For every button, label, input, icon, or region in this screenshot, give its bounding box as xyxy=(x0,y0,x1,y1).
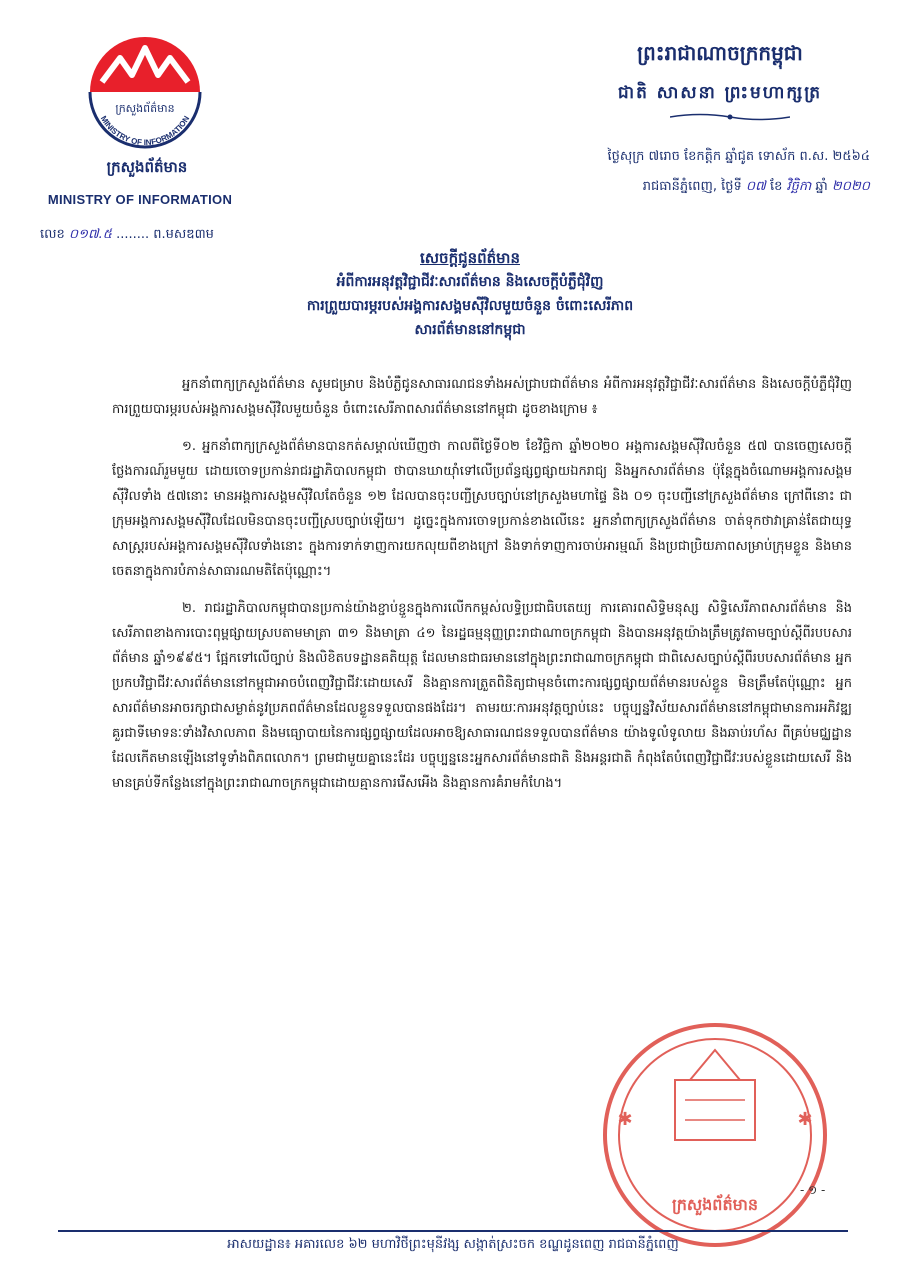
svg-text:✱: ✱ xyxy=(797,1109,813,1130)
stamp-text: ក្រសួងព័ត៌មាន xyxy=(671,1195,759,1214)
date-month-label: ខែ xyxy=(769,179,783,194)
official-stamp-icon xyxy=(590,1010,840,1260)
ministry-logo-icon xyxy=(80,30,210,150)
national-motto: ជាតិ សាសនា ព្រះមហាក្សត្រ xyxy=(617,83,823,103)
ministry-name-kh: ក្រសួងព័ត៌មាន xyxy=(106,158,188,176)
footer-divider xyxy=(58,1230,848,1232)
title-line-3: ការព្រួយបារម្ភរបស់អង្គការសង្គមស៊ីវិលមួយចំនួន ចំពោះសេរីភាព xyxy=(306,298,634,314)
title-line-1: សេចក្ដីជូនព័ត៌មាន xyxy=(420,249,520,267)
logo-text-en: MINISTRY OF INFORMATION xyxy=(98,114,192,148)
ref-suffix: ព.មសឌ៣ម xyxy=(153,227,214,242)
footer-address: អាសយដ្ឋាន៖ អគារលេខ ៦២ មហាវិថីព្រះមុនីវង្ស សង្កាត់ស្រះចក ខណ្ឌដូនពេញ រាជធានីភ្នំពេញ xyxy=(227,1237,679,1252)
place-date xyxy=(470,178,870,197)
paragraph-2: ២. រាជរដ្ឋាភិបាលកម្ពុជាបានប្រកាន់យ៉ាងខ្ជាប់ខ្ជួនក្នុងការលើកកម្ពស់លទ្ធិប្រជាធិបតេយ្យ ការគោរពសិទ្ធិមនុស្ស សិទ្ធិសេរីភាពសារព័ត៌មាន និងសេរីភាពខាងការបោះពុម្ពផ្សាយស្របតាមមាត្រា ៣១ និងមាត្រា ៤១ នៃរដ្ឋធម្មនុញ្ញព្រះរាជាណាចក្រកម្ពុជា និងបានអនុវត្តយ៉ាងត្រឹមត្រូវតាមច្បាប់ស្ដីពីរបបសារព័ត៌មាន ឆ្នាំ១៩៩៥។ ផ្អែកទៅលើច្បាប់ និងលិខិតបទដ្ឋានគតិយុត្ត ដែលមានជាធរមាននៅក្នុងព្រះរាជាណាចក្រកម្ពុជា ជាពិសេសច្បាប់ស្ដីពីរបបសារព័ត៌មាន អ្នកប្រកបវិជ្ជាជីវៈសារព័ត៌មាននៅកម្ពុជាអាចបំពេញវិជ្ជាជីវៈដោយសេរី និងគ្មានការត្រួតពិនិត្យជាមុនចំពោះការផ្សព្វផ្សាយព័ត៌មានរបស់ខ្លួន មិនត្រឹមតែប៉ុណ្ណោះ អ្នកសារព័ត៌មានអាចរក្សាជាសម្ងាត់នូវប្រភពព័ត៌មានដែលខ្លួនទទួលបានផងដែរ។ តាមរយៈការអនុវត្តច្បាប់នេះ បច្ចុប្បន្នវិស័យសារព័ត៌មាននៅកម្ពុជាមានការអភិវឌ្ឍគួរជាទីមោទនៈទាំងវិសាលភាព និងមធ្យោបាយនៃការផ្សព្វផ្សាយដែលអាចឱ្យសាធារណជនទទួលបានព័ត៌មាន យ៉ាងទូលំទូលាយ និងឆាប់រហ័ស ពីគ្រប់មជ្ឈដ្ឋានដែលកើតមានឡើងនៅទូទាំងពិភពលោក។ ព្រមជាមួយគ្នានេះដែរ បច្ចុប្បន្ននេះអ្នកសារព័ត៌មានជាតិ និងអន្តរជាតិ កំពុងតែបំពេញវិជ្ជាជីវៈរបស់ខ្លួនដោយសេរី និងមានគ្រប់ទីកន្លែងនៅក្នុងព្រះរាជាណាចក្រកម្ពុជាដោយគ្មានការរើសអើង និងគ្មានការគំរាមកំហែង។ xyxy=(112,601,852,791)
logo-text-kh: ក្រសួងព័ត៌មាន xyxy=(115,102,175,115)
document-body xyxy=(112,372,852,808)
page-number: - ១ - xyxy=(800,1183,826,1197)
ref-number: ០១៧.៥ xyxy=(68,227,112,242)
reference-number: លេខ ០១៧.៥ ........ ព.មសឌ៣ម xyxy=(40,227,214,242)
title-line-2: អំពីការអនុវត្តវិជ្ជាជីវៈសារព័ត៌មាន និងសេចក្ដីបំភ្លឺជុំវិញ xyxy=(336,274,604,290)
intro-paragraph: អ្នកនាំពាក្យក្រសួងព័ត៌មាន សូមជម្រាប និងបំភ្លឺជូនសាធារណជនទាំងអស់ជ្រាបជាព័ត៌មាន អំពីការអនុវត្តវិជ្ជាជីវៈសារព័ត៌មាន និងសេចក្ដីបំភ្លឺជុំវិញការព្រួយបារម្ភរបស់អង្គការសង្គមស៊ីវិលមួយចំនួន ចំពោះសេរីភាពសារព័ត៌មាននៅកម្ពុជា ដូចខាងក្រោម ៖ xyxy=(112,377,852,417)
place-date-prefix: រាជធានីភ្នំពេញ, ថ្ងៃទី xyxy=(642,179,742,194)
ornament-divider-icon xyxy=(670,112,790,122)
kingdom-title: ព្រះរាជាណាចក្រកម្ពុជា xyxy=(637,41,803,65)
lunar-date: ថ្ងៃសុក្រ ៧រោច ខែកត្តិក ឆ្នាំជូត ទោស័ក ព.ស. ២៥៦៤ xyxy=(607,149,870,164)
date-month: វិច្ឆិកា xyxy=(786,179,812,194)
ref-label: លេខ xyxy=(40,227,65,242)
ministry-logo xyxy=(60,30,230,150)
date-year-label: ឆ្នាំ xyxy=(815,179,828,194)
document-title xyxy=(120,246,820,342)
ministry-name-en: MINISTRY OF INFORMATION xyxy=(47,192,233,207)
date-year: ២០២០ xyxy=(831,179,870,194)
date-day: ០៧ xyxy=(745,179,766,194)
svg-text:✱: ✱ xyxy=(617,1109,633,1130)
title-line-4: សារព័ត៌មាននៅកម្ពុជា xyxy=(414,322,526,338)
paragraph-1: ១. អ្នកនាំពាក្យក្រសួងព័ត៌មានបានកត់សម្គាល់ឃើញថា កាលពីថ្ងៃទី០២ ខែវិច្ឆិកា ឆ្នាំ២០២០ អង្គការសង្គមស៊ីវិលចំនួន ៥៧ បានចេញសេចក្ដីថ្លែងការណ៍រួមមួយ ដោយចោទប្រកាន់រាជរដ្ឋាភិបាលកម្ពុជា ថាបានឃាយ៉ាំទៅលើប្រព័ន្ធផ្សព្វផ្សាយឯករាជ្យ និងអ្នកសារព័ត៌មាន ប៉ុន្តែក្នុងចំណោមអង្គការសង្គមស៊ីវិលទាំង ៥៧នោះ មានអង្គការសង្គមស៊ីវិលតែចំនួន ១២ ដែលបានចុះបញ្ជីស្របច្បាប់នៅក្រសួងមហាផ្ទៃ និង ០១ ចុះបញ្ជីនៅក្រសួងព័ត៌មាន ក្រៅពីនោះ ជាក្រុមអង្គការសង្គមស៊ីវិលដែលមិនបានចុះបញ្ជីស្របច្បាប់ឡើយ។ ដូច្នេះក្នុងការចោទប្រកាន់ខាងលើនេះ អ្នកនាំពាក្យក្រសួងព័ត៌មាន ចាត់ទុកថាវាគ្រាន់តែជាយុទ្ធសាស្ត្ររបស់អង្គការសង្គមស៊ីវិលទាំងនោះ ក្នុងការទាក់ទាញការយកលុយពីខាងក្រៅ និងទាក់ទាញការចាប់អារម្មណ៍ និងប្រជាប្រិយភាពសម្រាប់ក្រុមខ្លួន និងមានចេតនាក្នុងការបំភាន់សាធារណមតិតែប៉ុណ្ណោះ។ xyxy=(112,439,852,579)
